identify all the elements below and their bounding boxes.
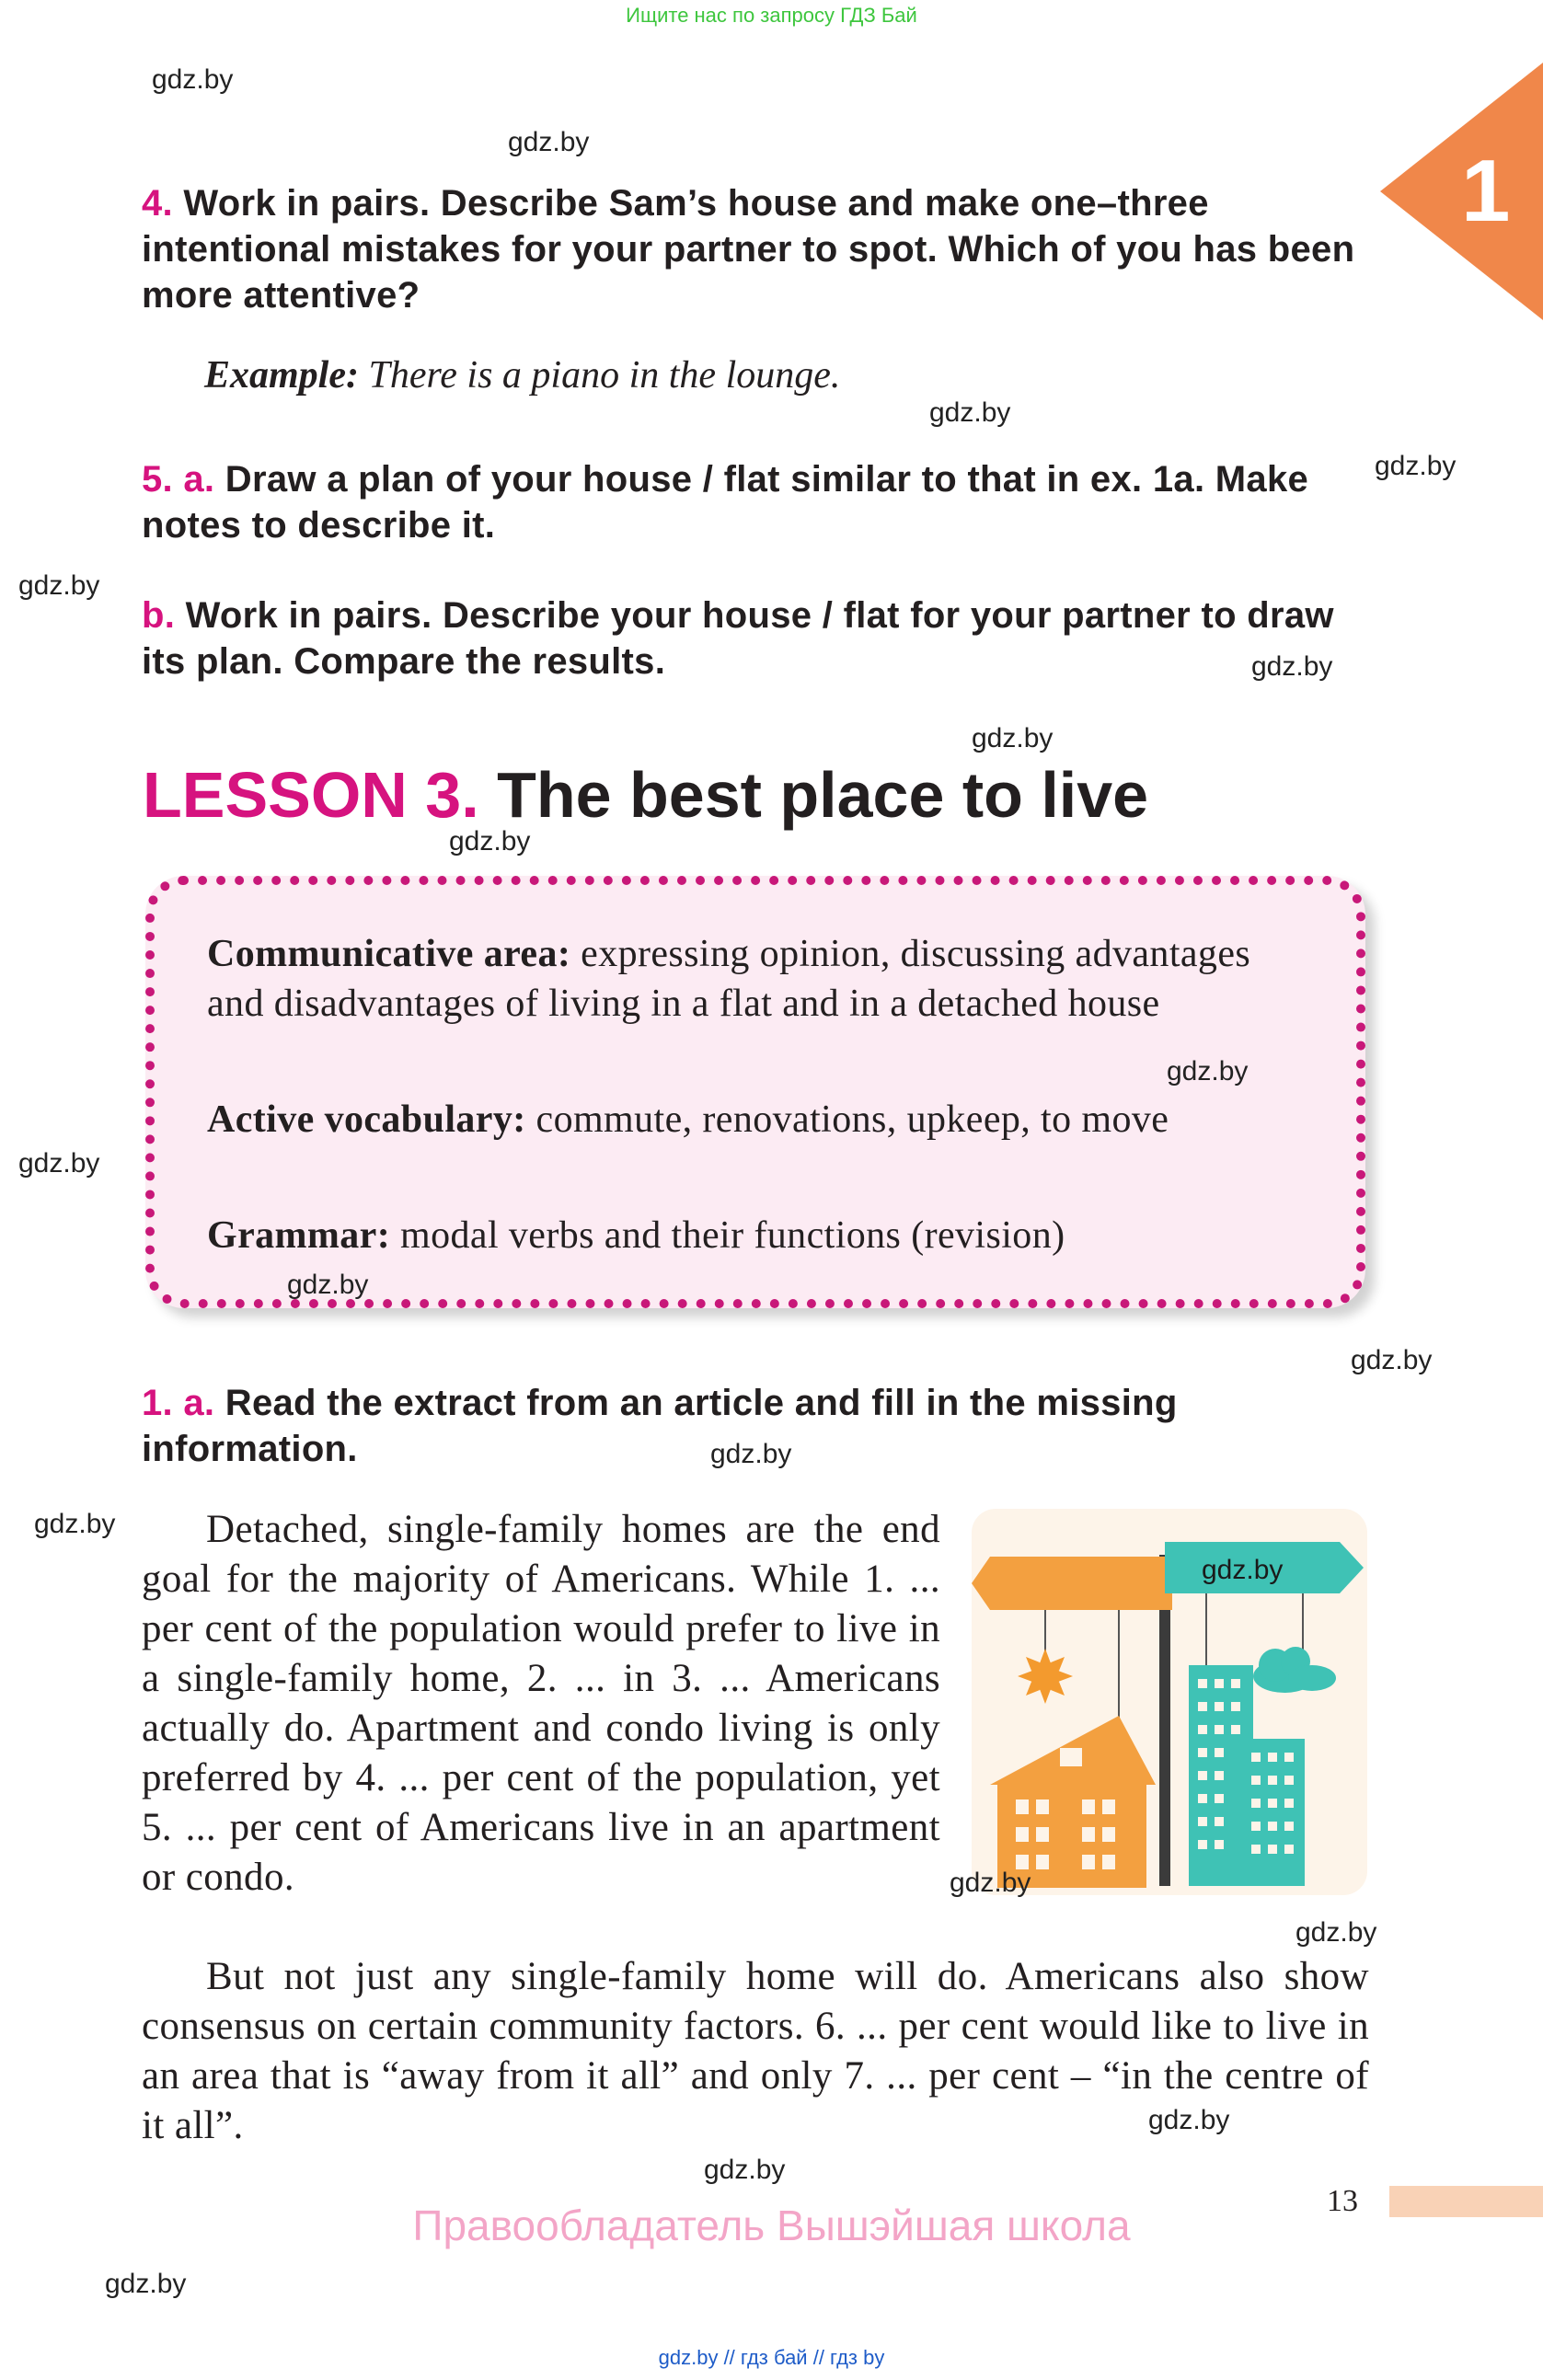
watermark: gdz.by [18, 570, 100, 601]
lesson-number: LESSON 3. [143, 759, 479, 831]
article-paragraph-2: But not just any single-family home will do. Americans also show consensus on certain community factors. 6. ... per cent would like to live in an area that is “away from it all” and only 7. ... per cent – “in the centre of it all”. [142, 1955, 1369, 2147]
grammar-text: modal verbs and their functions (revision) [400, 1214, 1065, 1257]
vocab-text: commute, renovations, upkeep, to move [535, 1098, 1169, 1141]
exercise-4-number: 4. [142, 183, 173, 224]
watermark: gdz.by [972, 723, 1054, 753]
sign-watermark: gdz.by [1202, 1555, 1284, 1585]
bottom-links[interactable]: gdz.by // гдз бай // гдз by [658, 2346, 885, 2369]
exercise-4-text: Work in pairs. Describe Sam’s house and make one–three intentional mistakes for your partner to spot. Which of you has been more attentive? [142, 183, 1355, 316]
exercise-4-example [204, 353, 840, 397]
exercise-5b-number: b. [142, 595, 176, 636]
watermark: gdz.by [1251, 651, 1333, 682]
active-vocabulary [207, 1095, 1302, 1144]
chapter-number: 1 [1461, 142, 1511, 240]
watermark: gdz.by [105, 2269, 187, 2299]
watermark: gdz.by [1375, 451, 1457, 481]
exercise-4 [142, 180, 1369, 318]
watermark: gdz.by [704, 2155, 786, 2185]
exercise-1a-text: Read the extract from an article and fill in the missing information. [142, 1383, 1178, 1469]
watermark: gdz.by [508, 127, 590, 157]
communicative-label: Communicative area: [207, 933, 571, 975]
exercise-5a-text: Draw a plan of your house / flat similar to that in ex. 1a. Make notes to describe it. [142, 459, 1309, 546]
top-banner[interactable]: Ищите нас по запросу ГДЗ Бай [626, 4, 917, 27]
exercise-5b [142, 592, 1369, 684]
lesson-name: The best place to live [497, 759, 1149, 831]
vocab-label: Active vocabulary: [207, 1098, 526, 1141]
communicative-area [207, 929, 1302, 1029]
exercise-5a [142, 456, 1369, 548]
watermark: gdz.by [34, 1509, 116, 1539]
sun-icon [1018, 1649, 1073, 1704]
lesson-title [143, 758, 1148, 832]
house-vs-apartment-illustration [972, 1509, 1367, 1895]
exercise-1a-number: 1. a. [142, 1383, 215, 1423]
watermark: gdz.by [1351, 1345, 1433, 1375]
watermark: gdz.by [1295, 1917, 1377, 1948]
watermark: gdz.by [929, 397, 1011, 428]
watermark: gdz.by [18, 1148, 100, 1179]
grammar [207, 1211, 1302, 1260]
exercise-5a-number: 5. a. [142, 459, 215, 500]
watermark: gdz.by [152, 64, 234, 95]
exercise-5b-text: Work in pairs. Describe your house / flat for your partner to draw its plan. Compare the results. [142, 595, 1334, 682]
example-label: Example: [204, 354, 359, 397]
article-paragraph-1: Detached, single-family homes are the end goal for the majority of Americans. While 1. ... per cent of the population would prefer to live in a single-family home, 2. ... in 3. ... Americans actually do. Apartment and condo living is only preferred by 4. ... per cent of the population, yet 5. ... per cent of Americans live in an apartment or condo. [142, 1508, 940, 1899]
watermark: gdz.by [1167, 1056, 1249, 1087]
communicative-text: expressing opinion, discussing advantages and disadvantages of living in a flat and in a detached house [207, 933, 1251, 1025]
watermark: gdz.by [449, 826, 531, 857]
watermark: gdz.by [710, 1439, 792, 1469]
watermark: gdz.by [1148, 2105, 1230, 2135]
chapter-tab [1380, 63, 1543, 325]
page-number: 13 [1327, 2184, 1358, 2218]
watermark: gdz.by [950, 1868, 1031, 1898]
example-text: There is a piano in the lounge. [368, 354, 841, 397]
watermark: gdz.by [287, 1270, 369, 1300]
grammar-label: Grammar: [207, 1214, 391, 1257]
copyright-notice: Правообладатель Вышэйшая школа [412, 2202, 1131, 2249]
